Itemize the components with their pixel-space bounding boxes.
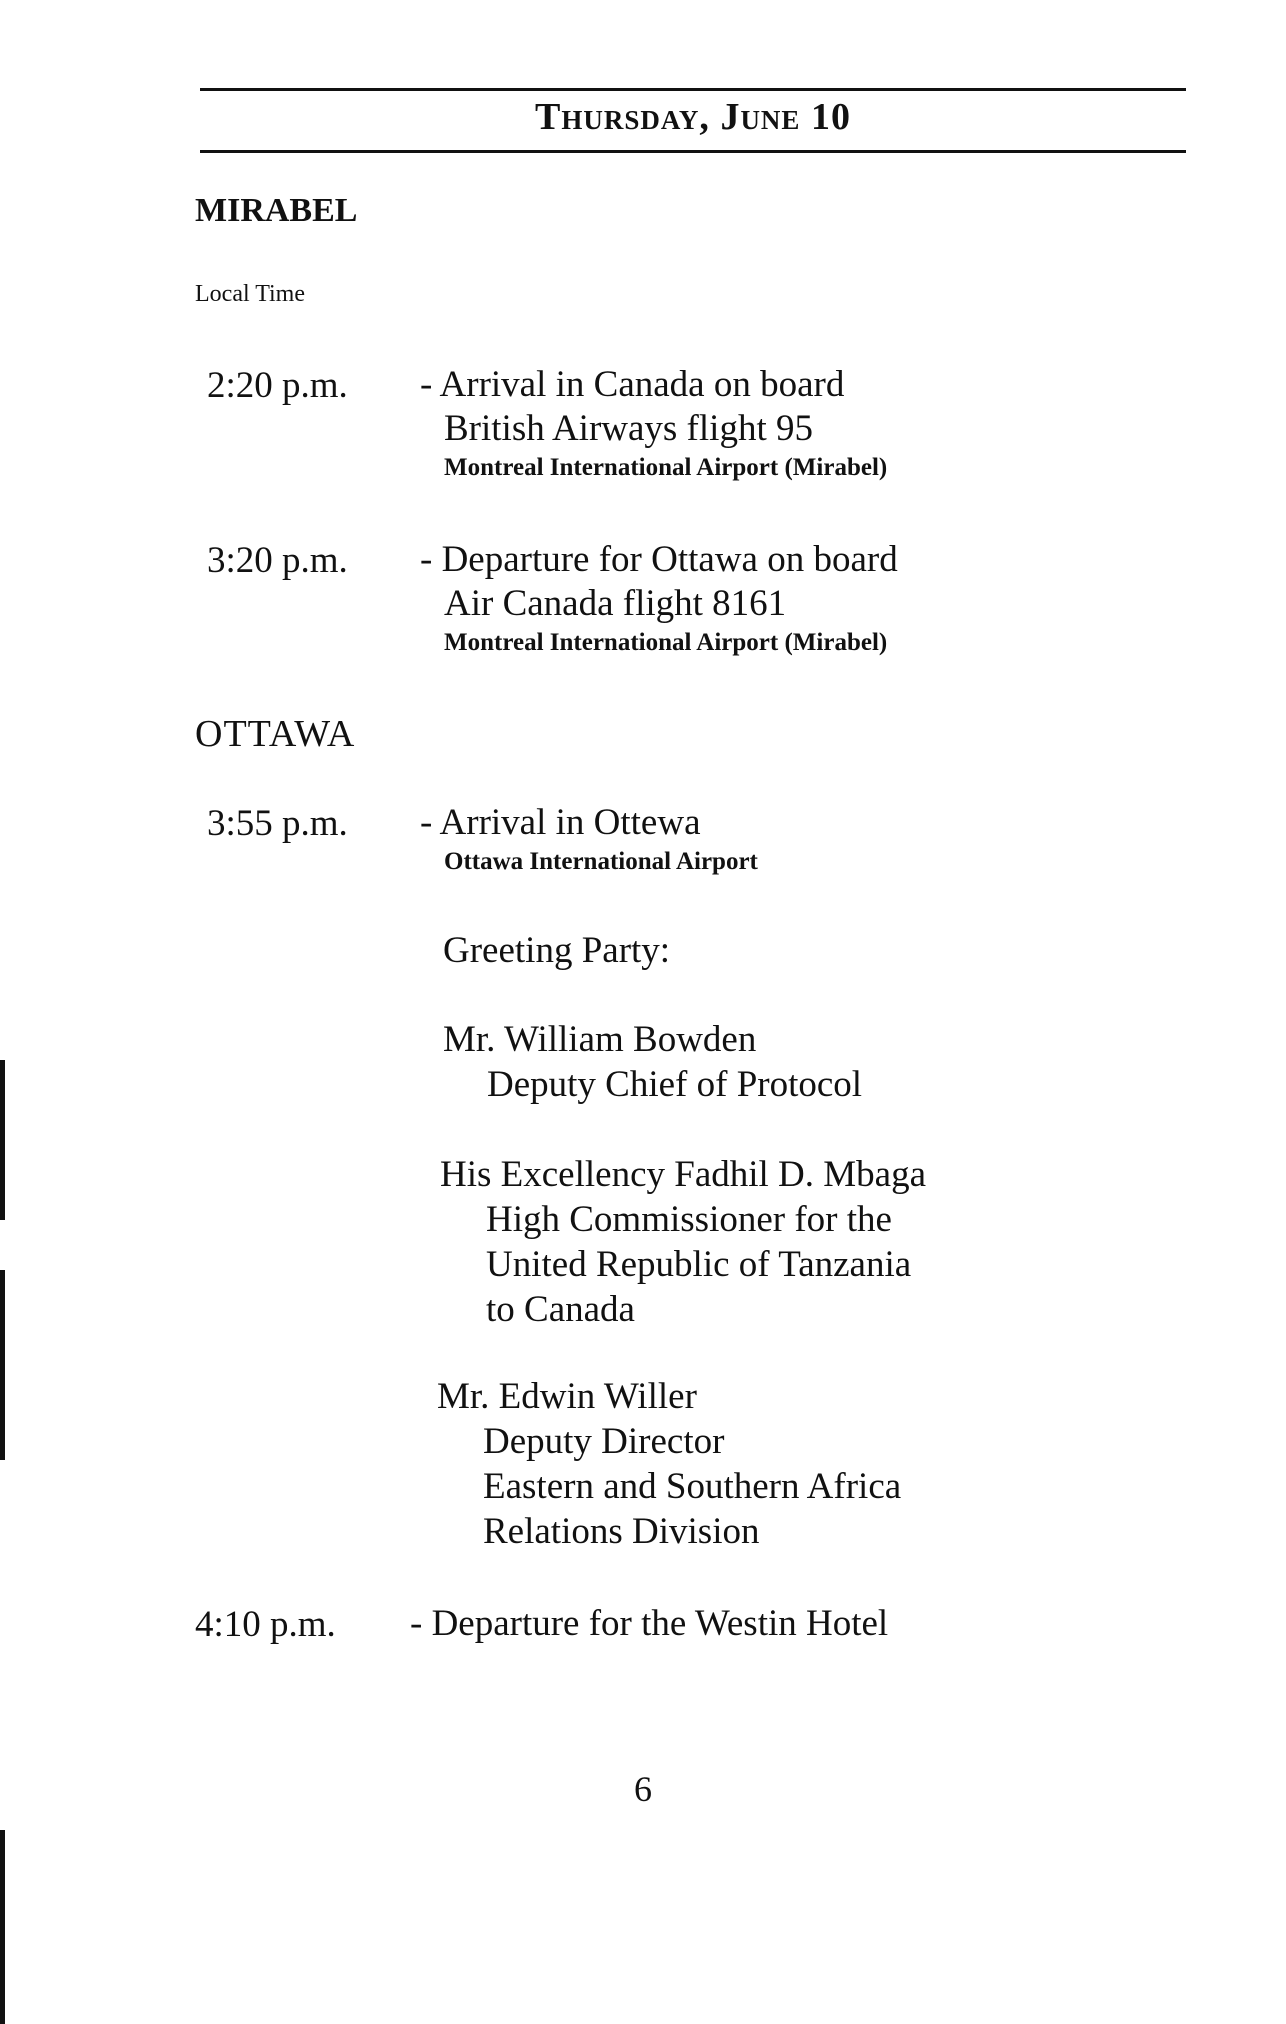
event-line: - Departure for Ottawa on board	[420, 539, 898, 580]
party-member-title: to Canada	[486, 1289, 635, 1330]
section-title-mirabel: MIRABEL	[195, 192, 358, 229]
event-time: 2:20 p.m.	[207, 365, 348, 406]
event-venue: Montreal International Airport (Mirabel)	[444, 629, 888, 656]
event-line: - Departure for the Westin Hotel	[410, 1603, 889, 1644]
party-member-name: Mr. William Bowden	[443, 1019, 757, 1060]
party-member-title: United Republic of Tanzania	[486, 1244, 912, 1285]
header-rule-bottom	[200, 150, 1186, 153]
event-line: - Arrival in Ottewa	[420, 802, 701, 843]
event-description	[420, 363, 887, 483]
day-first-letter: T	[535, 96, 562, 138]
scan-margin-bar	[0, 1830, 5, 2024]
header-rule-top	[200, 88, 1186, 91]
page-number: 6	[634, 1769, 652, 1809]
event-time: 3:55 p.m.	[207, 803, 348, 844]
party-member-title: Deputy Chief of Protocol	[487, 1064, 863, 1105]
party-member	[443, 1017, 862, 1107]
event-description	[410, 1602, 888, 1646]
section-title-ottawa: OTTAWA	[195, 713, 356, 755]
day-header	[200, 95, 1186, 139]
event-description	[420, 801, 758, 877]
party-member-name: His Excellency Fadhil D. Mbaga	[440, 1154, 927, 1195]
event-line: - Arrival in Canada on board	[420, 364, 845, 405]
month-rest: une	[740, 96, 801, 138]
scan-margin-bar	[0, 1270, 5, 1460]
party-member	[437, 1374, 901, 1554]
scan-margin-bar	[0, 1060, 5, 1220]
day-rest: hursday,	[561, 96, 710, 138]
event-time: 3:20 p.m.	[207, 540, 348, 581]
party-member-title: Eastern and Southern Africa	[483, 1466, 902, 1507]
event-venue: Ottawa International Airport	[444, 848, 758, 875]
party-member-title: Deputy Director	[483, 1421, 725, 1462]
local-time-label: Local Time	[195, 281, 306, 307]
party-member-name: Mr. Edwin Willer	[437, 1376, 697, 1417]
month-first-letter: J	[720, 96, 741, 138]
date-number: 10	[810, 96, 851, 138]
event-venue: Montreal International Airport (Mirabel)	[444, 454, 888, 481]
event-line: British Airways flight 95	[444, 408, 813, 449]
event-line: Air Canada flight 8161	[444, 583, 787, 624]
event-description	[420, 538, 898, 658]
party-member-title: Relations Division	[483, 1511, 760, 1552]
party-member	[440, 1152, 926, 1332]
party-member-title: High Commissioner for the	[486, 1199, 892, 1240]
event-time: 4:10 p.m.	[195, 1604, 336, 1645]
greeting-party-label: Greeting Party:	[443, 930, 671, 971]
